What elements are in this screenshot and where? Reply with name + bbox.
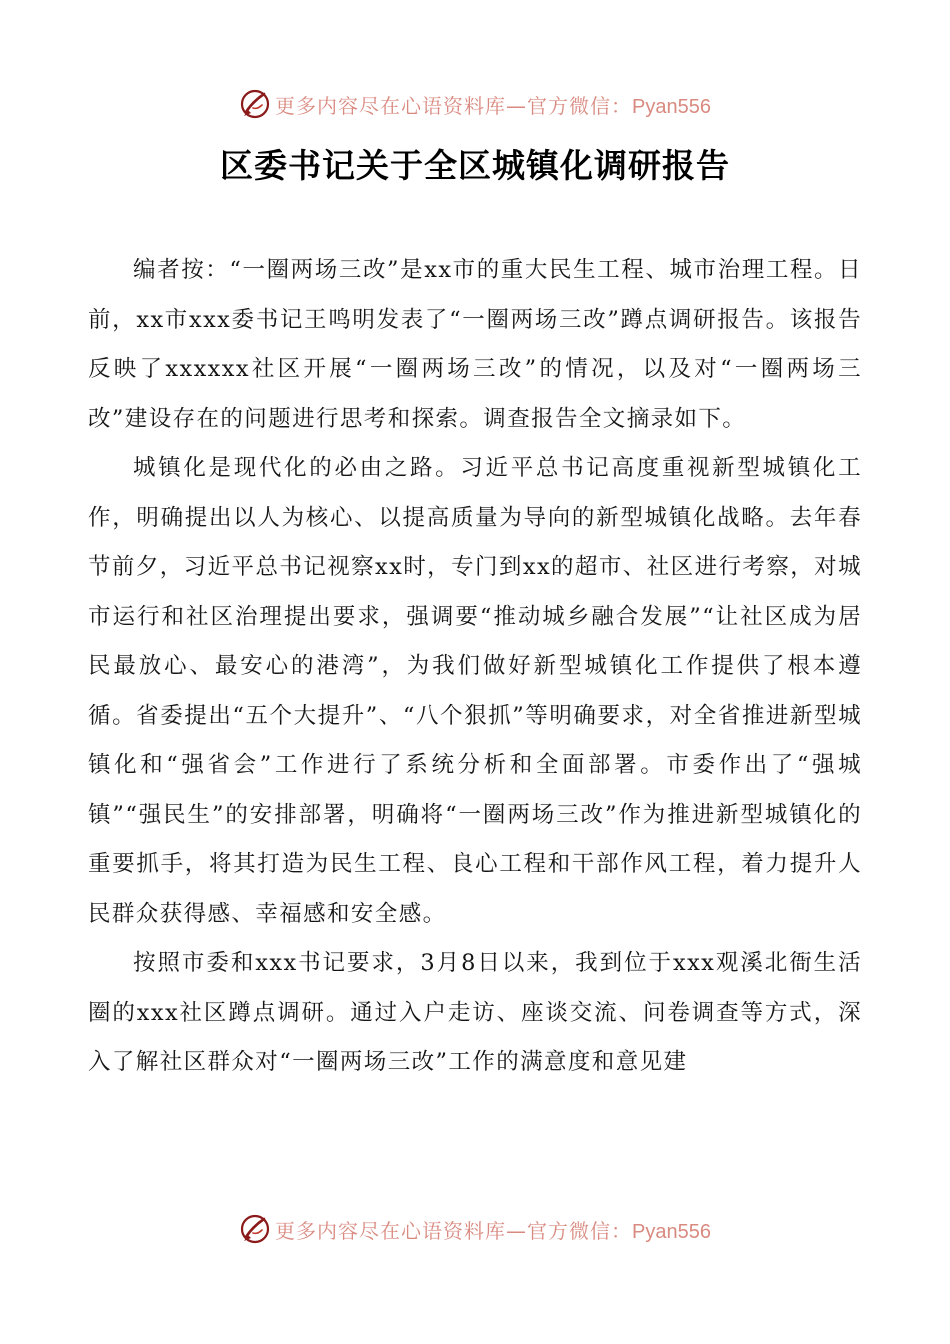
paragraph-field-research: 按照市委和xxx书记要求，3月8日以来，我到位于xxx观溪北衙生活圈的xxx社区蹲点调研。通过入户走访、座谈交流、问卷调查等方式，深入了解社区群众对“一圈两场三改”工作的满意度和意见建	[88, 950, 862, 1075]
watermark-text: 更多内容尽在心语资料库—官方微信：Pyan556	[275, 93, 711, 118]
watermark-bottom	[0, 1209, 950, 1249]
document-body	[88, 246, 862, 1088]
paragraph-editors-note: 编者按：“一圈两场三改”是xx市的重大民生工程、城市治理工程。日前，xx市xxx委书记王鸣明发表了“一圈两场三改”蹲点调研报告。该报告反映了xxxxxx社区开展“一圈两场三改”的情况，以及对“一圈两场三改”建设存在的问题进行思考和探索。调查报告全文摘录如下。	[88, 257, 862, 432]
watermark-wechat-id: Pyan556	[632, 1220, 711, 1243]
watermark-wechat-id: Pyan556	[632, 95, 711, 118]
watermark-text: 更多内容尽在心语资料库—官方微信：Pyan556	[275, 1218, 711, 1243]
pen-logo-icon	[239, 1213, 271, 1245]
pen-logo-icon	[239, 88, 271, 120]
paragraph-urbanization: 城镇化是现代化的必由之路。习近平总书记高度重视新型城镇化工作，明确提出以人为核心、以提高质量为导向的新型城镇化战略。去年春节前夕，习近平总书记视察xx时，专门到xx的超市、社区进行考察，对城市运行和社区治理提出要求，强调要“推动城乡融合发展”“让社区成为居民最放心、最安心的港湾”，为我们做好新型城镇化工作提供了根本遵循。省委提出“五个大提升”、“八个狠抓”等明确要求，对全省推进新型城镇化和“强省会”工作进行了系统分析和全面部署。市委作出了“强城镇”“强民生”的安排部署，明确将“一圈两场三改”作为推进新型城镇化的重要抓手，将其打造为民生工程、良心工程和干部作风工程，着力提升人民群众获得感、幸福感和安全感。	[88, 455, 862, 927]
watermark-top	[0, 84, 950, 124]
document-title: 区委书记关于全区城镇化调研报告	[220, 146, 730, 185]
